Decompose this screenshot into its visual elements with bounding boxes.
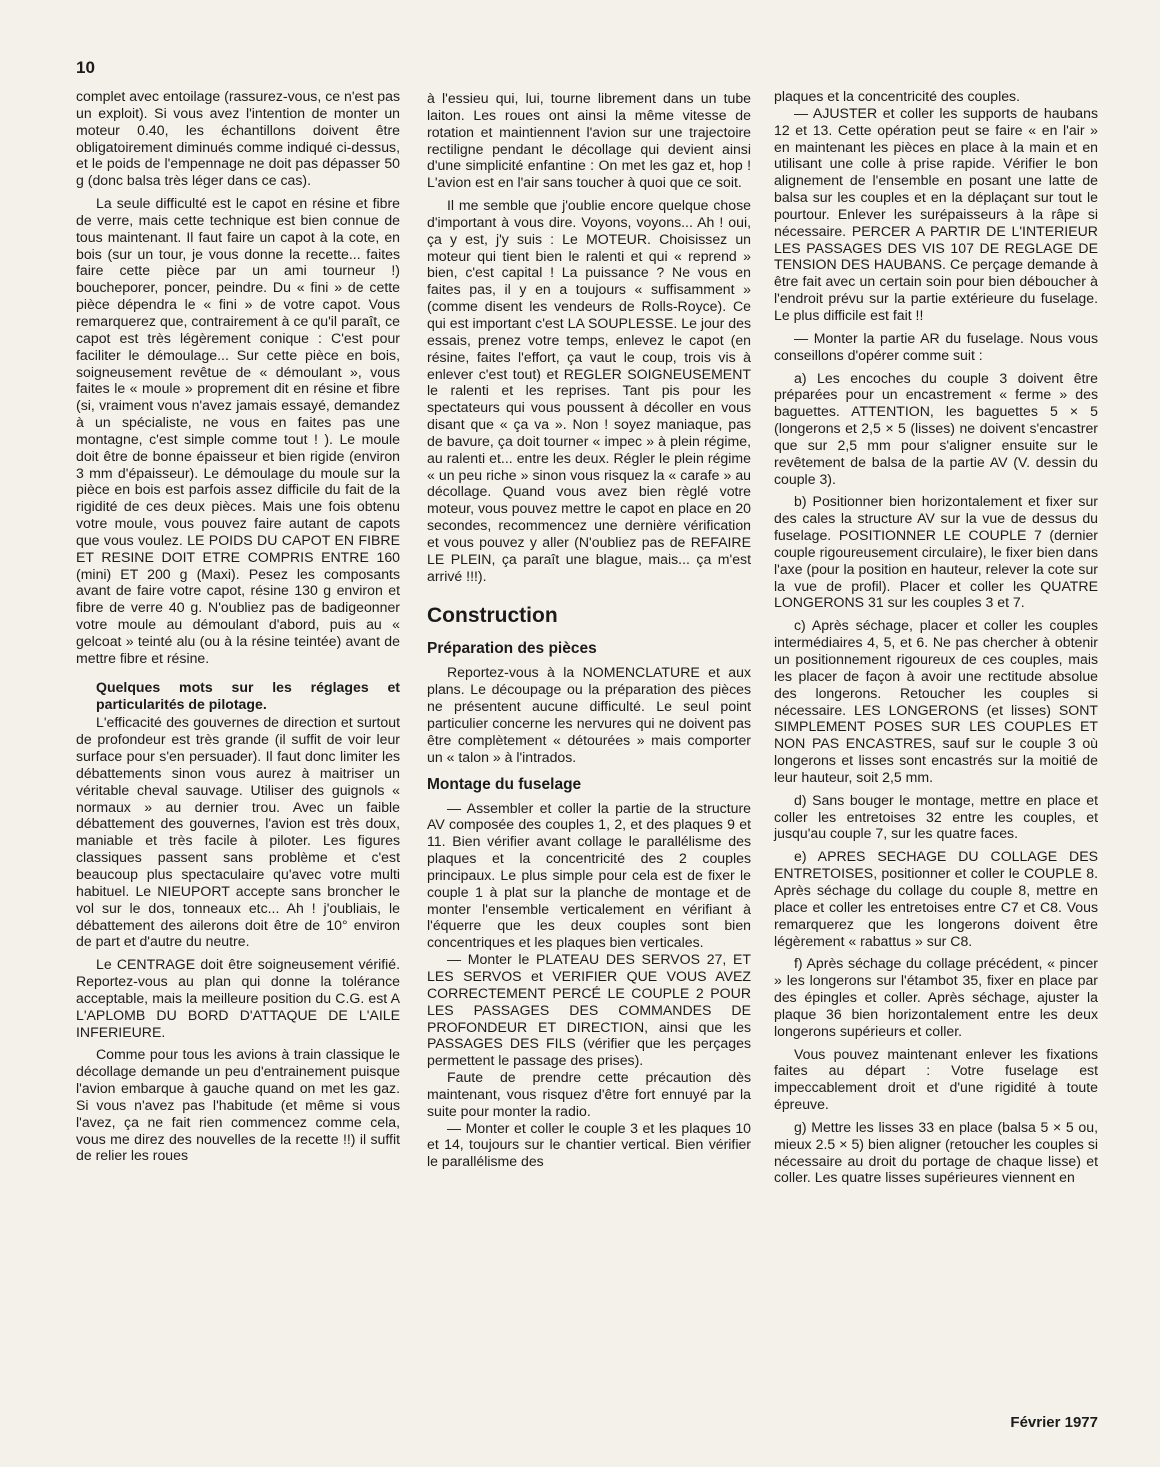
column-1 (76, 88, 400, 1164)
paragraph: — Monter le PLATEAU DES SERVOS 27, ET LES SERVOS et VERIFIER QUE VOUS AVEZ CORRECTEMENT PERCÉ LE COUPLE 2 POUR LES PASSAGES DES COMMANDES DE PROFONDEUR ET DIRECTION, ainsi que les PASSAGES DES FILS (vérifier que les perçages permettent le passage des prises). (427, 951, 751, 1069)
paragraph: — Monter et coller le couple 3 et les plaques 10 et 14, toujours sur le chantier vertical. Bien vérifier le parallélisme des (427, 1119, 751, 1170)
paragraph: Reportez-vous à la NOMENCLATURE et aux plans. Le découpage ou la préparation des pièces ne présentent aucune difficulté. Le seul point particulier concerne les nervures qui ne doivent pas être complètement « détourées » mais comporter un « talon » à l'intrados. (427, 664, 751, 765)
paragraph: Comme pour tous les avions à train classique le décollage demande un peu d'entrainement puisque l'avion embarque à gauche quand on met les gaz. Si vous n'avez pas l'habitude (et même si vous l'avez, ça ne fait rien commencez comme cela, vous me direz des nouvelles de la recette !!) il suffit de relier les roues (76, 1046, 400, 1164)
paragraph: Le CENTRAGE doit être soigneusement vérifié. Reportez-vous au plan qui donne la tolérance acceptable, mais la meilleure position du C.G. est A L'APLOMB DU BORD D'ATTAQUE DE L'AILE INFERIEURE. (76, 956, 400, 1040)
paragraph: c) Après séchage, placer et coller les couples intermédiaires 4, 5, et 6. Ne pas chercher à obtenir un positionnement rigoureux de ces couples, mais les placer de façon à avoir une rectitude absolue des longerons. Retoucher les couples si nécessaire. LES LONGERONS (et lisses) SONT SIMPLEMENT POSES SUR LES COUPLES ET NON PAS ENCASTRES, sauf sur le couple 3 où longerons et lisses sont encastrés sur la moitié de leur hauteur, soit 2,5 mm. (774, 617, 1098, 785)
paragraph: g) Mettre les lisses 33 en place (balsa 5 × 5 ou, mieux 2.5 × 5) bien aligner (retoucher les couples si nécessaire au droit du portage de chaque lisse) et coller. Les quatre lisses supérieures viennent en (774, 1118, 1098, 1186)
paragraph: d) Sans bouger le montage, mettre en place et coller les entretoises 32 entre les couples, et jusqu'au couple 7, sur les quatre faces. (774, 791, 1098, 842)
paragraph: b) Positionner bien horizontalement et fixer sur des cales la structure AV sur la vue de dessus du fuselage. POSITIONNER LE COUPLE 7 (dernier couple rigoureusement circulaire), le fixer bien dans l'axe (pour la position en hauteur, relever la cote sur la vue de profil). Placer et coller les QUATRE LONGERONS 31 sur les couples 3 et 7. (774, 493, 1098, 611)
column-2 (427, 90, 751, 1170)
paragraph: — Assembler et coller la partie de la structure AV composée des couples 1, 2, et des plaques 9 et 11. Bien vérifier avant collage le parallélisme des plaques et la concentricité des 2 couples principaux. Le plus simple pour cela est de fixer le couple 1 à plat sur la planche de montage et de monter l'ensemble verticalement en vérifiant à l'équerre que les deux couples sont bien concentriques et les plaques bien verticales. (427, 799, 751, 951)
paragraph: — AJUSTER et coller les supports de haubans 12 et 13. Cette opération peut se faire « en l'air » en maintenant les pièces en place à la main et en utilisant une colle à prise rapide. Vérifier le bon alignement de l'ensemble en posant une latte de balsa sur les couples et en la déplaçant sur tout le pourtour. Enlever les surépaisseurs à la râpe si nécessaire. PERCER A PARTIR DE L'INTERIEUR LES PASSAGES DES VIS 107 DE REGLAGE DE TENSION DES HAUBANS. Ce perçage demande à être fait avec un certain soin pour bien déboucher à l'endroit prévu sur la partie extérieure du fuselage. Le plus difficile est fait !! (774, 104, 1098, 323)
paragraph: plaques et la concentricité des couples. (774, 88, 1021, 104)
page-number: 10 (76, 58, 95, 77)
paragraph: Il me semble que j'oublie encore quelque chose d'important à vous dire. Voyons, voyons... Ah ! oui, ça y est, j'y suis : Le MOTEUR. Choisissez un moteur qui tient bien le ralenti et qui « reprend » bien, c'est capital ! La puissance ? Ne vous en faites pas, il y en a toujours « suffisamment » (comme disent les vendeurs de Rolls-Royce). Ce qui est important c'est LA SOUPLESSE. Le jour des essais, prenez votre temps, enlevez le capot (en résine, faites l'effort, ça vaut le coup, trois vis à enlever c'est tout) et REGLER SOIGNEUSEMENT le ralenti et les reprises. Tant pis pour les spectateurs qui vous poussent à décoller en vous disant que « ça va ». Non ! soyez maniaque, pas de bavure, ça doit tourner « impec » à plein régime, au ralenti et... entre les deux. Régler le plein régime « un peu riche » sinon vous risquez la « carafe » au décollage. Quand vous avez bien règlé votre moteur, vous pouvez mettre le capot en place en 20 secondes, recommencez une dernière vérification et vous pouvez y aller (N'oubliez pas de REFAIRE LE PLEIN, ça paraît une blague, mais... ça m'est arrivé !!!). (427, 197, 751, 584)
paragraph: e) APRES SECHAGE DU COLLAGE DES ENTRETOISES, positionner et coller le COUPLE 8. Après séchage du collage du couple 8, mettre en place et coller les entretoises entre C7 et C8. Vous remarquerez que les longerons doivent être légèrement « rabattus » sur C8. (774, 848, 1098, 949)
column-3 (774, 88, 1098, 1186)
section-title-construction: Construction (427, 604, 558, 628)
section-heading-reglages: Quelques mots sur les réglages et particularités de pilotage. (96, 678, 400, 712)
paragraph: complet avec entoilage (rassurez-vous, ce n'est pas un exploit). Si vous avez l'intention de monter un moteur 0.40, les échantillons doivent être obligatoirement diminués comme indiqué ci-dessus, et le poids de l'empennage ne doit pas dépasser 50 g (donc balsa très léger dans ce cas). (76, 88, 400, 189)
paragraph: L'efficacité des gouvernes de direction et surtout de profondeur est très grande (il suffit de voir leur surface pour s'en persuader). Il faut donc limiter les débattements sinon vous aurez à maitriser un véritable cheval sauvage. Utiliser des guignols « normaux » au dernier trou. Avec un faible débattement des gouvernes, l'avion est très doux, maniable et très facile à piloter. Les figures classiques passent sans problème et c'est beaucoup plus spectaculaire qu'avec votre multi habituel. Le NIEUPORT accepte sans broncher le vol sur le dos, tonneaux etc... Ah ! j'oubliais, le débattement des ailerons doit être de 10° environ de part et d'autre du neutre. (76, 714, 400, 950)
paragraph: à l'essieu qui, lui, tourne librement dans un tube laiton. Les roues ont ainsi la même vitesse de rotation et maintiennent l'avion sur une trajectoire rectiligne pendant le décollage qui devient ainsi d'une simplicité enfantine : On met les gaz et, hop ! L'avion est en l'air sans toucher à quoi que ce soit. (427, 90, 751, 191)
paragraph: Faute de prendre cette précaution dès maintenant, vous risquez d'être fort ennuyé par la suite pour monter la radio. (427, 1069, 751, 1119)
subsection-montage-fuselage: Montage du fuselage (427, 775, 582, 793)
subsection-preparation: Préparation des pièces (427, 640, 597, 658)
paragraph: f) Après séchage du collage précédent, « pincer » les longerons sur l'étambot 35, fixer en place par des épingles et coller. Après séchage, ajuster la plaque 36 bien horizontalement entre les deux longerons supérieurs et coller. (774, 955, 1098, 1039)
paragraph: La seule difficulté est le capot en résine et fibre de verre, mais cette technique est bien connue de tous maintenant. Il faut faire un capot à la cote, en bois (sur un tour, je vous donne la recette... faites faire cette pièce par un ami tourneur !) boucheporer, poncer, peindre. Du « fini » de cette pièce dépendra le « fini » de votre capot. Vous remarquerez que, contrairement à ce qu'il paraît, ce capot est très légèrement conique : C'est pour faciliter le démoulage... Sur cette pièce en bois, soigneusement revêtue de « démoulant », vous faites le « moule » proprement dit en résine et fibre (si, vraiment vous n'avez jamais essayé, demandez à un spécialiste, ne vous en faites pas une montagne, c'est simple comme tout ! ). Le moule doit être de bonne épaisseur et bien rigide (environ 3 mm d'épaisseur). Le démoulage du moule sur la pièce en bois est parfois assez difficile du fait de la rigidité de ces deux pièces. Mais une fois obtenu votre moule, vous pouvez faire autant de capots que vous voulez. LE POIDS DU CAPOT EN FIBRE ET RESINE DOIT ETRE COMPRIS ENTRE 160 (mini) ET 200 g (Maxi). Pesez les composants avant de faire votre capot, résine 130 g environ et fibre de verre 40 g. N'oubliez pas de badigeonner votre moule au démoulant d'abord, puis au « gelcoat » teinté alu (ou à la résine teintée) avant de mettre fibre et résine. (76, 195, 400, 666)
issue-date: Février 1977 (1010, 1414, 1098, 1431)
paragraph: Vous pouvez maintenant enlever les fixations faites au départ : Votre fuselage est impeccablement droit et d'une rigidité à toute épreuve. (774, 1045, 1098, 1113)
paragraph: — Monter la partie AR du fuselage. Nous vous conseillons d'opérer comme suit : (774, 329, 1098, 363)
paragraph: a) Les encoches du couple 3 doivent être préparées pour un encastrement « ferme » des baguettes. ATTENTION, les baguettes 5 × 5 (longerons et 2,5 × 5 (lisses) ne doivent s'encastrer que sur 2,5 mm pour s'aligner ensuite sur le revêtement de balsa de la partie AV (V. dessin du couple 3). (774, 369, 1098, 487)
